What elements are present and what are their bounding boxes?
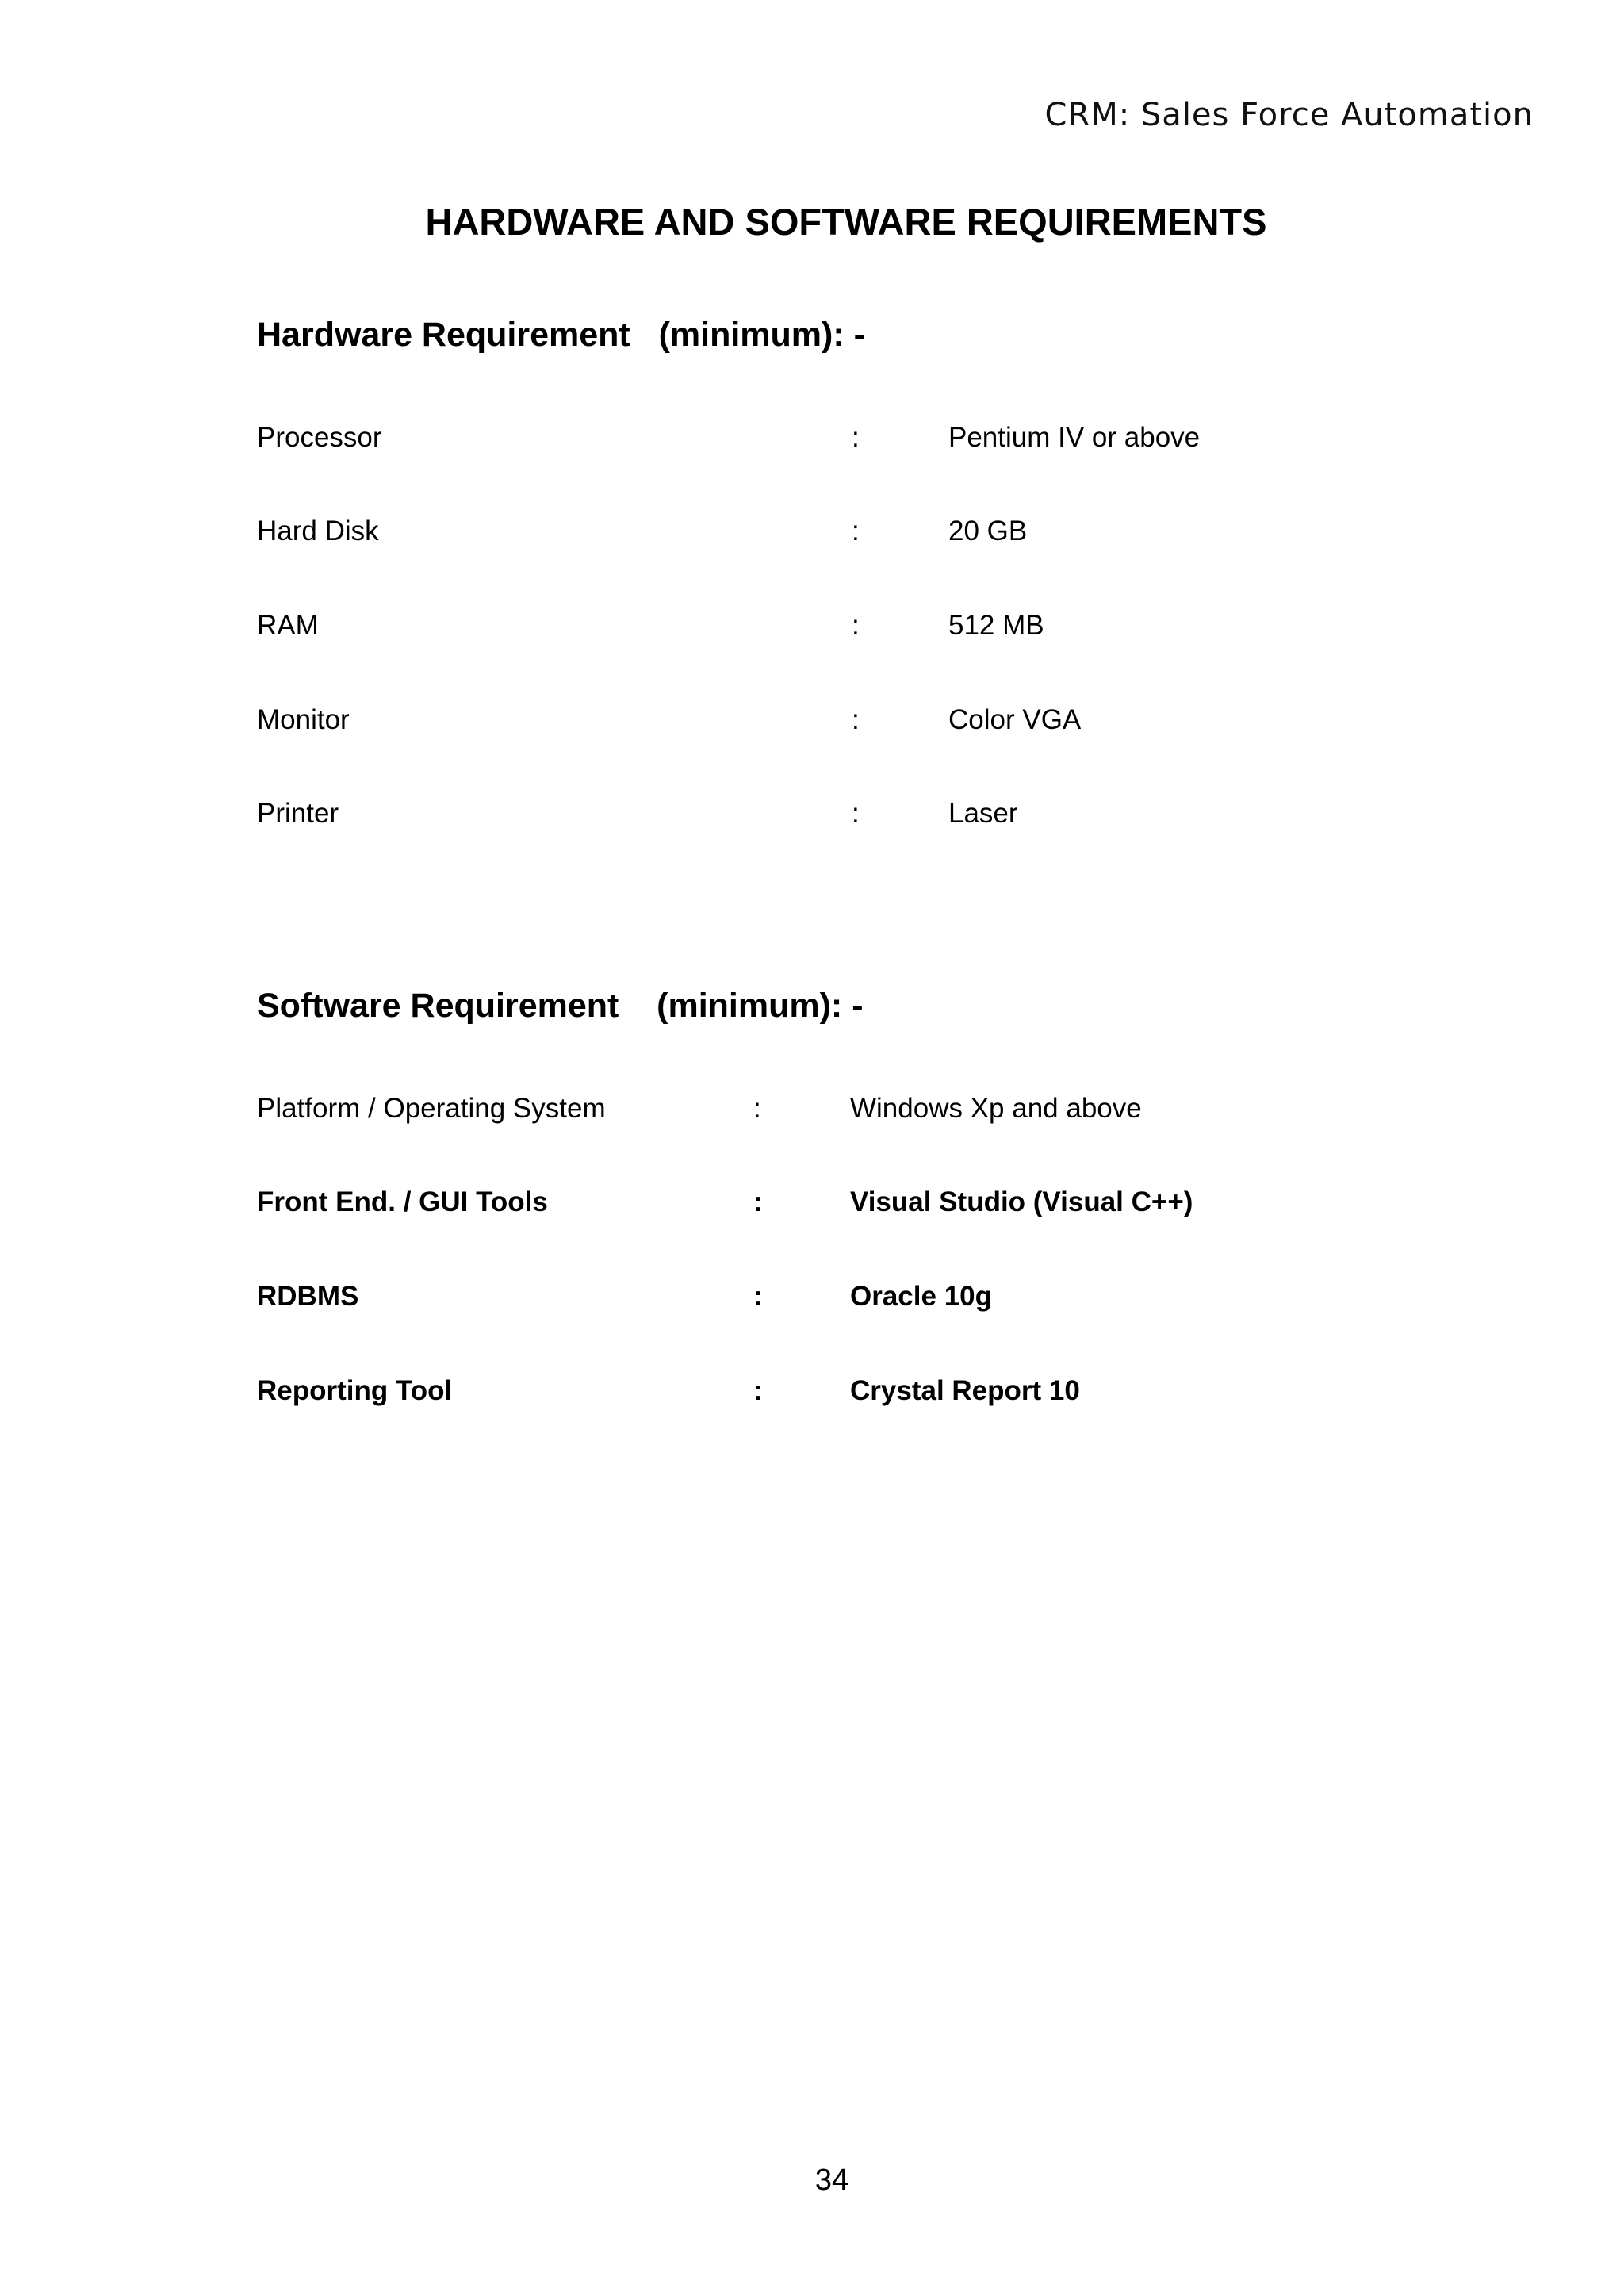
software-separator: : [753,1375,763,1406]
hardware-label: Hard Disk [257,516,379,546]
page-number: 34 [814,2164,849,2197]
hardware-value: 20 GB [948,516,1028,546]
software-label: Front End. / GUI Tools [257,1186,548,1217]
software-label: RDBMS [257,1281,359,1312]
software-value: Windows Xp and above [850,1093,1142,1124]
hardware-value: Color VGA [948,704,1082,735]
hardware-separator: : [852,798,860,829]
software-value: Visual Studio (Visual C++) [850,1186,1193,1217]
page-title: HARDWARE AND SOFTWARE REQUIREMENTS [425,201,1267,243]
running-header: CRM: Sales Force Automation [1044,97,1534,133]
software-separator: : [753,1186,763,1217]
hardware-value: Laser [948,798,1018,829]
software-value: Oracle 10g [850,1281,992,1312]
hardware-section-heading: Hardware Requirement (minimum): - [257,316,865,354]
software-separator: : [753,1281,763,1312]
hardware-label: Printer [257,798,339,829]
software-section-heading: Software Requirement (minimum): - [257,987,864,1025]
hardware-separator: : [852,704,860,735]
hardware-label: RAM [257,610,319,641]
software-separator: : [753,1093,761,1124]
hardware-value: 512 MB [948,610,1044,641]
hardware-label: Processor [257,422,382,453]
software-value: Crystal Report 10 [850,1375,1080,1406]
hardware-separator: : [852,422,860,453]
hardware-separator: : [852,610,860,641]
software-label: Platform / Operating System [257,1093,606,1124]
hardware-label: Monitor [257,704,350,735]
software-label: Reporting Tool [257,1375,453,1406]
hardware-separator: : [852,516,860,546]
hardware-value: Pentium IV or above [948,422,1201,453]
